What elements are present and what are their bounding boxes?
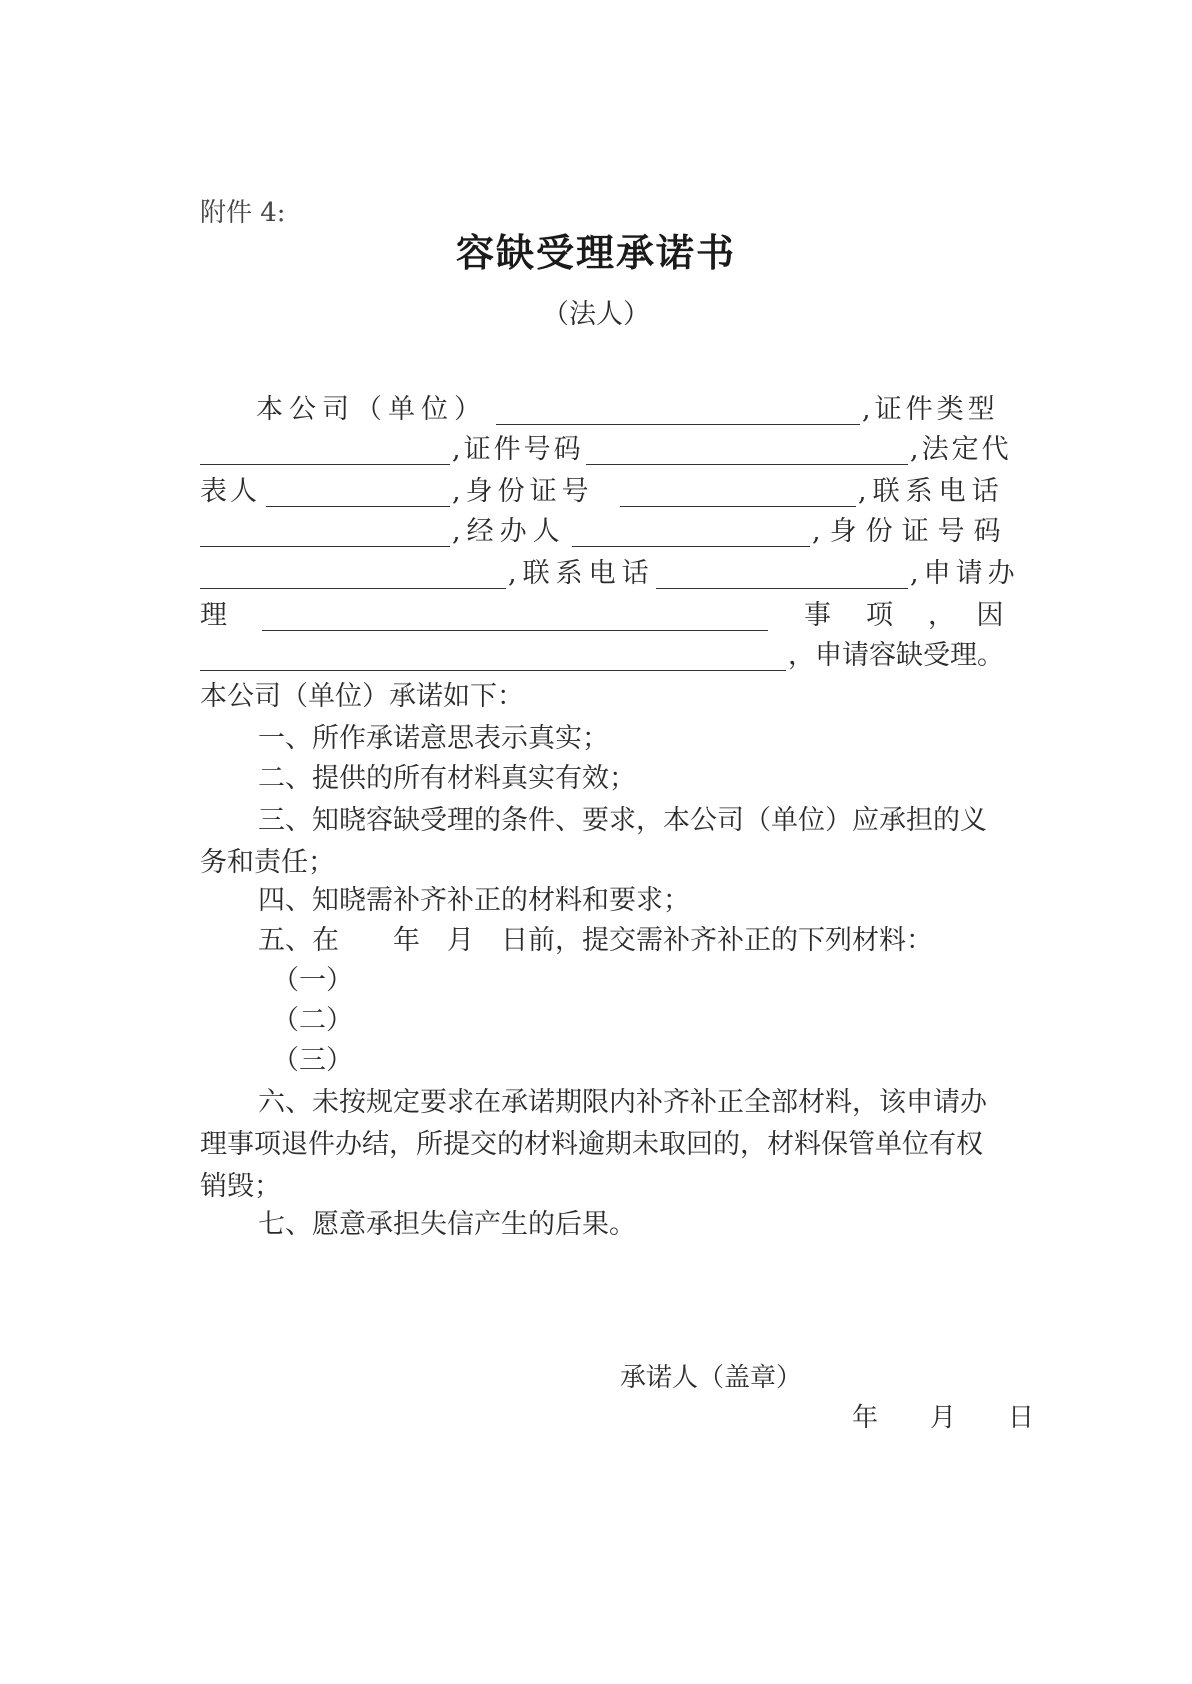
apply-label-cont: 理: [200, 600, 227, 631]
agent-phone-blank[interactable]: [656, 588, 908, 589]
apply-label: ,申请办: [910, 558, 1020, 589]
company-label: 本公司（单位）: [256, 394, 487, 425]
signer-label: 承诺人（盖章）: [620, 1363, 803, 1393]
page-title: 容缺受理承诺书: [455, 230, 736, 275]
legal-rep-label-cont: 表人: [200, 476, 260, 507]
matter-blank[interactable]: [262, 630, 768, 631]
agent-id-blank[interactable]: [200, 588, 506, 589]
id-card-label: ,身份证号: [452, 476, 594, 507]
page-subtitle: （法人）: [542, 299, 650, 330]
agent-phone-label: ,联系电话: [508, 558, 655, 589]
apply-end-label: ，申请容缺受理。: [788, 640, 1004, 671]
sub-item: （三）: [272, 1045, 353, 1076]
legal-rep-blank[interactable]: [266, 506, 450, 507]
reason-blank[interactable]: [200, 670, 786, 671]
agent-label: ,经办人: [452, 516, 566, 547]
form-line-6: [200, 596, 1006, 636]
id-number-label: ,证件号码: [452, 434, 584, 465]
commitment-item: 五、在 年 月 日前，提交需补齐补正的下列材料：: [258, 925, 933, 956]
id-number-blank[interactable]: [586, 464, 908, 465]
sub-item: （一）: [272, 965, 353, 996]
commitment-item: 一、所作承诺意思表示真实；: [258, 723, 609, 754]
commitment-item: 七、愿意承担失信产生的后果。: [258, 1209, 636, 1240]
form-line-1: [200, 390, 1006, 430]
id-type-blank[interactable]: [200, 464, 450, 465]
commitments-intro: 本公司（单位）承诺如下：: [200, 681, 524, 712]
phone-blank[interactable]: [200, 546, 450, 547]
id-type-label: ,证件类型: [862, 394, 999, 425]
sub-item: （二）: [272, 1005, 353, 1036]
legal-rep-label: ,法定代: [910, 434, 1012, 465]
matter-label: 事 项 ， 因: [804, 600, 1008, 631]
form-line-4: [200, 512, 1010, 552]
commitment-item: 二、提供的所有材料真实有效；: [258, 763, 636, 794]
agent-id-label: ,身份证号码: [812, 516, 1010, 547]
form-line-3: [200, 472, 1006, 512]
commitment-item: 三、知晓容缺受理的条件、要求，本公司（单位）应承担的义务和责任；: [200, 805, 987, 878]
id-card-blank[interactable]: [620, 506, 856, 507]
attachment-label: 附件 4:: [200, 198, 286, 228]
form-line-2: [200, 430, 1012, 470]
form-line-5: [200, 554, 1020, 594]
sign-date: 年 月 日: [852, 1403, 1035, 1433]
company-name-blank[interactable]: [496, 424, 860, 425]
commitment-item: 六、未按规定要求在承诺期限内补齐补正全部材料，该申请办理事项退件办结，所提交的材料逾期未取回的，材料保管单位有权销毁；: [200, 1087, 987, 1202]
commitment-item: 四、知晓需补齐补正的材料和要求；: [258, 885, 690, 916]
phone-label: ,联系电话: [858, 476, 1005, 507]
agent-blank[interactable]: [572, 546, 810, 547]
form-line-7: [200, 636, 1006, 676]
